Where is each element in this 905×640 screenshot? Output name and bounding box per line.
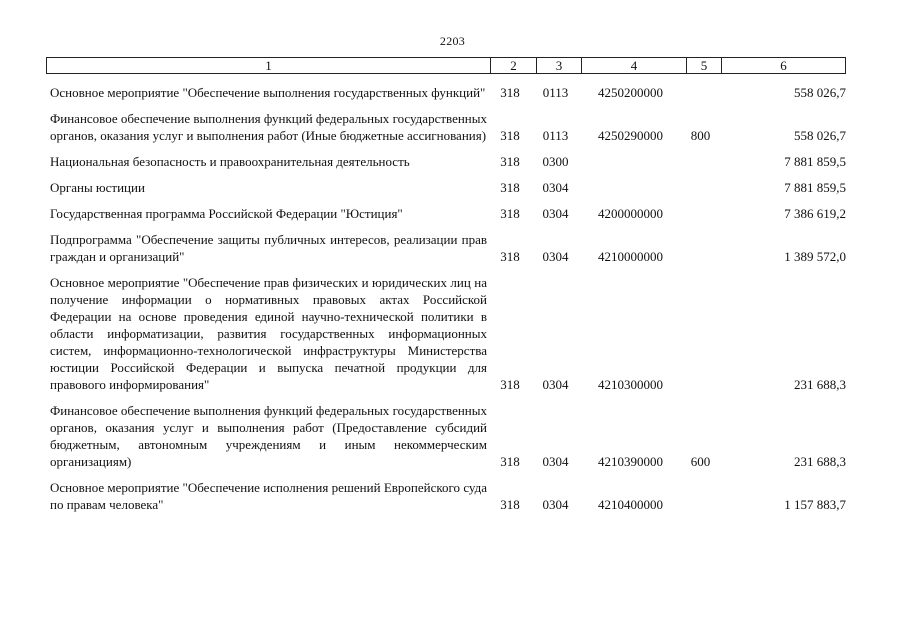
row-col2: 318 <box>500 206 520 221</box>
table-row <box>50 274 846 393</box>
row-col6: 7 881 859,5 <box>784 180 846 195</box>
row-description: Органы юстиции <box>50 180 145 195</box>
row-col3: 0304 <box>542 180 569 195</box>
row-col6: 558 026,7 <box>794 128 846 143</box>
row-description: Финансовое обеспечение выполнения функций федеральных государственных органов, оказания услуг и выполнения работ (Иные бюджетные ассигнования) <box>50 111 487 143</box>
header-cell-1: 1 <box>265 58 272 73</box>
row-col6: 231 688,3 <box>794 454 846 469</box>
row-description: Основное мероприятие "Обеспечение прав физических и юридических лиц на получение информации о нормативных правовых актах Российской Федерации на основе проведения единой научно-технической политики в области информатизации, развития государственных информационных систем, информационно-технологической инфраструктуры Министерства юстиции Российской Федерации и выпуска печатной продукции для правового информирования" <box>50 275 487 392</box>
row-col3: 0304 <box>542 497 569 512</box>
row-col6: 1 389 572,0 <box>784 249 846 264</box>
row-col4: 4210400000 <box>598 497 663 512</box>
row-description: Основное мероприятие "Обеспечение исполнения решений Европейского суда по правам человека" <box>50 480 487 512</box>
row-col4: 4250290000 <box>598 128 663 143</box>
table-body <box>50 84 846 522</box>
table-row <box>50 205 846 222</box>
row-col4: 4200000000 <box>598 206 663 221</box>
row-col2: 318 <box>500 180 520 195</box>
row-col6: 558 026,7 <box>794 85 846 100</box>
row-col2: 318 <box>500 454 520 469</box>
row-description: Государственная программа Российской Федерации "Юстиция" <box>50 206 403 221</box>
row-col5: 600 <box>690 454 711 469</box>
row-col4: 4210000000 <box>598 249 663 264</box>
row-col4: 4210300000 <box>598 377 663 392</box>
table-header-row <box>46 57 846 74</box>
row-col3: 0304 <box>542 377 569 392</box>
row-description: Подпрограмма "Обеспечение защиты публичных интересов, реализации прав граждан и организаций" <box>50 232 487 264</box>
row-description: Финансовое обеспечение выполнения функций федеральных государственных органов, оказания услуг и выполнения работ (Предоставление субсидий бюджетным, автономным учреждениям и иным некоммерческим организациям) <box>50 403 487 469</box>
row-col2: 318 <box>500 128 520 143</box>
row-description: Национальная безопасность и правоохранительная деятельность <box>50 154 410 169</box>
header-cell-4: 4 <box>581 58 686 73</box>
header-cell-3: 3 <box>536 58 581 73</box>
row-col6: 231 688,3 <box>794 377 846 392</box>
header-cell-6: 6 <box>721 58 845 73</box>
page-number: 2203 <box>439 34 466 48</box>
table-row <box>50 153 846 170</box>
table-row <box>50 402 846 470</box>
row-col6: 7 881 859,5 <box>784 154 846 169</box>
row-col3: 0304 <box>542 249 569 264</box>
row-col3: 0113 <box>542 128 569 143</box>
header-cell-2: 2 <box>490 58 536 73</box>
row-description: Основное мероприятие "Обеспечение выполнения государственных функций" <box>50 85 486 100</box>
row-col6: 7 386 619,2 <box>784 206 846 221</box>
row-col6: 1 157 883,7 <box>784 497 846 512</box>
row-col2: 318 <box>500 377 520 392</box>
row-col4: 4250200000 <box>598 85 663 100</box>
row-col2: 318 <box>500 249 520 264</box>
row-col3: 0113 <box>542 85 569 100</box>
row-col3: 0304 <box>542 206 569 221</box>
table-row <box>50 179 846 196</box>
table-row <box>50 479 846 513</box>
header-cell-5: 5 <box>686 58 721 73</box>
row-col3: 0304 <box>542 454 569 469</box>
table-row <box>50 110 846 144</box>
row-col4: 4210390000 <box>598 454 663 469</box>
row-col5: 800 <box>690 128 711 143</box>
table-row <box>50 231 846 265</box>
row-col2: 318 <box>500 85 520 100</box>
row-col2: 318 <box>500 497 520 512</box>
row-col3: 0300 <box>542 154 569 169</box>
table-row <box>50 84 846 101</box>
row-col2: 318 <box>500 154 520 169</box>
